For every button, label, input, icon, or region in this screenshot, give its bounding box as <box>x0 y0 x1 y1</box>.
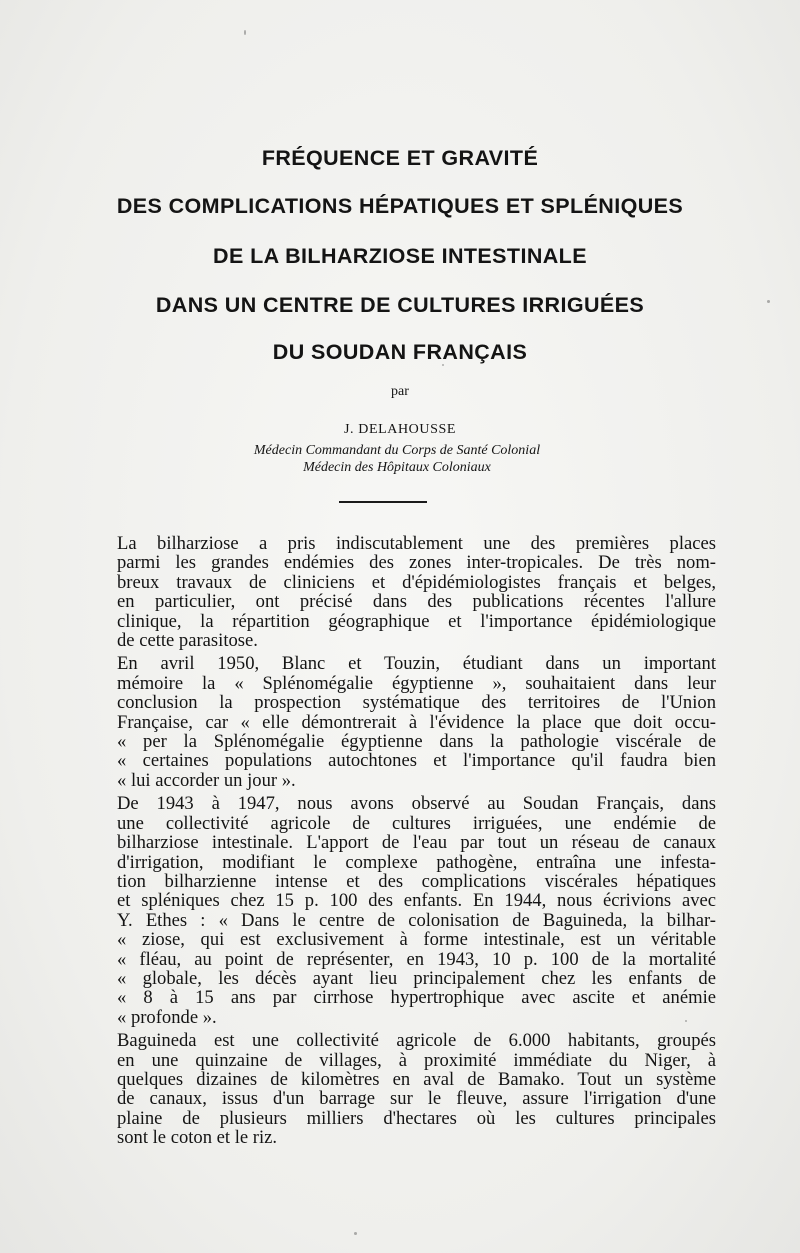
title-line-2: DES COMPLICATIONS HÉPATIQUES ET SPLÉNIQUES <box>116 194 684 218</box>
title-line-3: DE LA BILHARZIOSE INTESTINALE <box>213 244 587 268</box>
paragraph-line: sont le coton et le riz. <box>117 1127 278 1149</box>
article-body <box>86 534 716 1152</box>
paragraph-line: Baguineda est une collectivité agricole de 6.000 habitants, groupés <box>117 1030 716 1052</box>
paragraph-line: « certaines populations autochtones et l'importance qu'il faudra bien <box>117 750 716 772</box>
body-paragraph <box>86 654 716 790</box>
paragraph-line: une collectivité agricole de cultures irriguées, une endémie de <box>117 812 716 834</box>
paragraph-line: « profonde ». <box>117 1006 217 1028</box>
author-affiliation-2: Médecin des Hôpitaux Coloniaux <box>303 460 491 475</box>
separator-rule <box>339 501 427 503</box>
author-name: J. DELAHOUSSE <box>343 422 457 437</box>
paragraph-line: Française, car « elle démontrerait à l'évidence la place que doit occu- <box>117 711 716 733</box>
paragraph-line: tion bilharzienne intense et des complications viscérales hépatiques <box>117 870 716 892</box>
scan-speck <box>442 364 444 366</box>
body-paragraph <box>86 534 716 650</box>
paragraph-line: quelques dizaines de kilomètres en aval de Bamako. Tout un système <box>117 1068 716 1090</box>
paragraph-line: bilharziose intestinale. L'apport de l'eau par tout un réseau de canaux <box>117 832 716 854</box>
paragraph-line: Y. Ethes : « Dans le centre de colonisation de Baguineda, la bilhar- <box>117 909 716 931</box>
paragraph-line: En avril 1950, Blanc et Touzin, étudiant dans un important <box>117 653 716 675</box>
paragraph-line: « lui accorder un jour ». <box>117 769 296 791</box>
body-paragraph <box>86 1031 716 1147</box>
byline-par: par <box>391 384 409 399</box>
title-line-1: FRÉQUENCE ET GRAVITÉ <box>261 146 539 170</box>
paragraph-line: « ziose, qui est exclusivement à forme intestinale, est un véritable <box>117 929 716 951</box>
paragraph-line: d'irrigation, modifiant le complexe pathogène, entraîna une infesta- <box>117 851 716 873</box>
paragraph-line: « per la Splénomégalie égyptienne dans la pathologie viscérale de <box>117 731 716 753</box>
paragraph-line: de canaux, issus d'un barrage sur le fleuve, assure l'irrigation d'une <box>117 1088 716 1110</box>
scan-speck <box>354 1232 357 1235</box>
paragraph-line: mémoire la « Splénomégalie égyptienne », souhaitaient dans leur <box>117 672 716 694</box>
paragraph-line: conclusion la prospection systématique des territoires de l'Union <box>117 692 716 714</box>
paragraph-line: clinique, la répartition géographique et l'importance épidémiologique <box>117 610 716 632</box>
paragraph-line: parmi les grandes endémies des zones inter-tropicales. De très nom- <box>117 552 716 574</box>
title-line-4: DANS UN CENTRE DE CULTURES IRRIGUÉES <box>155 293 645 317</box>
scan-speck <box>767 300 770 303</box>
paragraph-line: « fléau, au point de représenter, en 1943, 10 p. 100 de la mortalité <box>117 948 716 970</box>
paragraph-line: plaine de plusieurs milliers d'hectares où les cultures principales <box>117 1107 716 1129</box>
author-affiliation-1: Médecin Commandant du Corps de Santé Colonial <box>253 443 541 458</box>
paragraph-line: de cette parasitose. <box>117 630 258 652</box>
title-line-5: DU SOUDAN FRANÇAIS <box>272 340 528 364</box>
paragraph-line: « 8 à 15 ans par cirrhose hypertrophique avec ascite et anémie <box>117 987 716 1009</box>
paragraph-line: De 1943 à 1947, nous avons observé au Soudan Français, dans <box>117 793 716 815</box>
paragraph-line: « globale, les décès ayant lieu principalement chez les enfants de <box>117 967 716 989</box>
scan-speck <box>244 30 246 35</box>
scan-speck <box>685 1020 687 1022</box>
paragraph-line: et spléniques chez 15 p. 100 des enfants. En 1944, nous écrivions avec <box>117 890 716 912</box>
paragraph-line: breux travaux de cliniciens et d'épidémiologistes français et belges, <box>117 571 716 593</box>
paragraph-line: La bilharziose a pris indiscutablement une des premières places <box>117 533 716 554</box>
paragraph-line: en une quinzaine de villages, à proximité immédiate du Niger, à <box>117 1049 716 1071</box>
body-paragraph <box>86 794 716 1027</box>
paragraph-line: en particulier, ont précisé dans des publications récentes l'allure <box>117 591 716 613</box>
